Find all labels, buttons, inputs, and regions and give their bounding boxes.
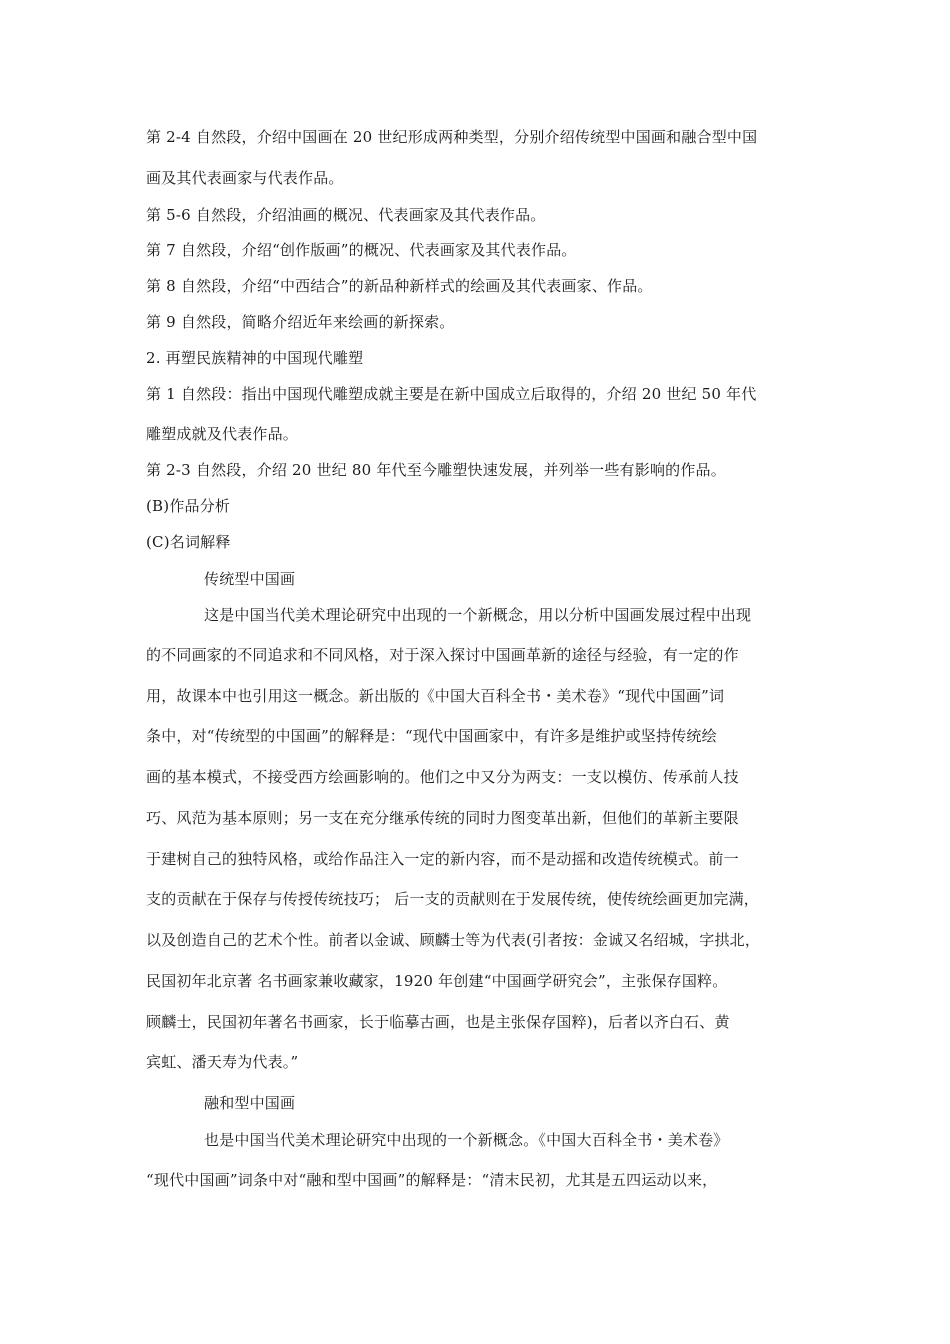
term-title: 传统型中国画: [204, 570, 296, 588]
term-paragraph-line: 以及创造自己的艺术个性。前者以金诚、顾麟士等为代表(引者按：金诚又名绍城，字拱北，: [146, 931, 761, 949]
outline-line: 第 9 自然段，简略介绍近年来绘画的新探索。: [146, 313, 455, 331]
term-paragraph-line: 宾虹、潘天寿为代表。”: [146, 1053, 299, 1071]
term-paragraph-line: 也是中国当代美术理论研究中出现的一个新概念。《中国大百科全书・美术卷》: [204, 1131, 729, 1149]
outline-line: 画及其代表画家与代表作品。: [146, 169, 344, 187]
term-paragraph-line: 顾麟士，民国初年著名书画家，长于临摹古画，也是主张保存国粹)，后者以齐白石、黄: [146, 1013, 730, 1031]
outline-line: 雕塑成就及代表作品。: [146, 425, 299, 443]
term-paragraph-line: 支的贡献在于保存与传授传统技巧； 后一支的贡献则在于发展传统，使传统绘画更加完满，: [146, 890, 759, 908]
term-paragraph-line: 这是中国当代美术理论研究中出现的一个新概念，用以分析中国画发展过程中出现: [204, 606, 752, 624]
term-explanation-heading: (C)名词解释: [146, 533, 231, 551]
term-paragraph-line: 民国初年北京著 名书画家兼收藏家，1920 年创建“中国画学研究会”，主张保存国粹。: [146, 972, 728, 990]
term-paragraph-line: 条中，对“传统型的中国画”的解释是：“现代中国画家中，有许多是维护或坚持传统绘: [146, 727, 717, 745]
term-paragraph-line: 画的基本模式，不接受西方绘画影响的。他们之中又分为两支：一支以模仿、传承前人技: [146, 768, 739, 786]
term-paragraph-line: 用，故课本中也引用这一概念。新出版的《中国大百科全书・美术卷》“现代中国画”词: [146, 687, 725, 705]
term-paragraph-line: 巧、风范为基本原则；另一支在充分继承传统的同时力图变革出新，但他们的革新主要限: [146, 809, 739, 827]
term-paragraph-line: “现代中国画”词条中对“融和型中国画”的解释是：“清末民初，尤其是五四运动以来，: [146, 1171, 718, 1189]
section-heading: 2. 再塑民族精神的中国现代雕塑: [146, 349, 364, 367]
term-paragraph-line: 的不同画家的不同追求和不同风格，对于深入探讨中国画革新的途径与经验，有一定的作: [146, 646, 739, 664]
outline-line: 第 5-6 自然段，介绍油画的概况、代表画家及其代表作品。: [146, 206, 546, 224]
outline-line: 第 2-3 自然段，介绍 20 世纪 80 年代至今雕塑快速发展，并列举一些有影响的作品。: [146, 461, 726, 479]
term-paragraph-line: 于建树自己的独特风格，或给作品注入一定的新内容，而不是动摇和改造传统模式。前一: [146, 850, 739, 868]
outline-line: 第 8 自然段，介绍“中西结合”的新品种新样式的绘画及其代表画家、作品。: [146, 277, 653, 295]
work-analysis-heading: (B)作品分析: [146, 497, 231, 515]
outline-line: 第 1 自然段：指出中国现代雕塑成就主要是在新中国成立后取得的，介绍 20 世纪 50 年代: [146, 385, 757, 403]
term-title: 融和型中国画: [204, 1094, 296, 1112]
outline-line: 第 7 自然段，介绍“创作版画”的概况、代表画家及其代表作品。: [146, 241, 577, 259]
outline-line: 第 2-4 自然段，介绍中国画在 20 世纪形成两种类型，分别介绍传统型中国画和融合型中国: [146, 128, 758, 146]
